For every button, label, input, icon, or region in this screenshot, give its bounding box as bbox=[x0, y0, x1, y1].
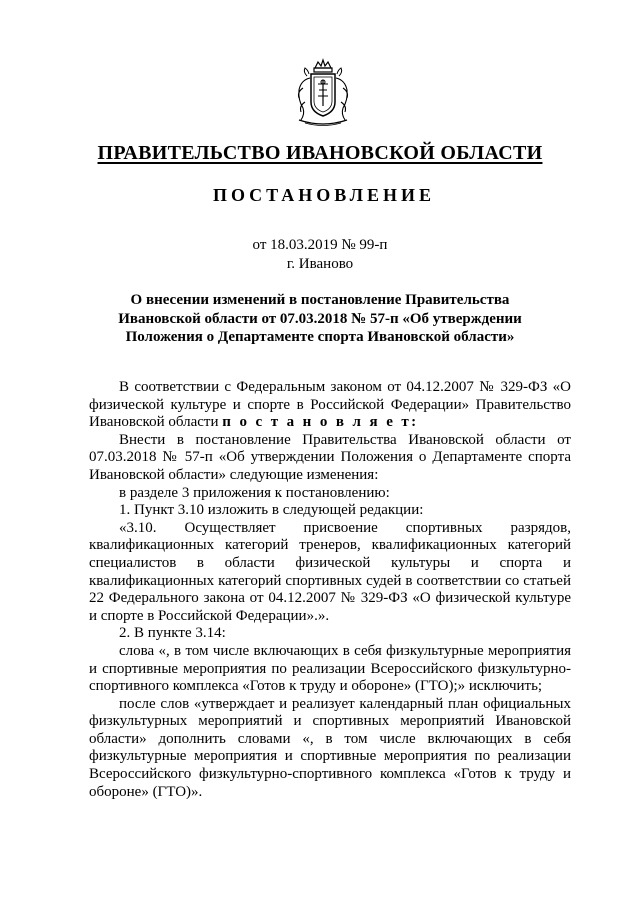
paragraph-7: слова «, в том числе включающих в себя физкультурные мероприятия и спортивные мероприятия по реализации Всероссийского физкультурно-спортивного комплекса «Готов к труду и обороне» (ГТО);» исключить; bbox=[89, 642, 571, 695]
document-subject: О внесении изменений в постановление Правительства Ивановской области от 07.03.2018 № 57-п «Об утверждении Положения о Департаменте спорта Ивановской области» bbox=[118, 292, 522, 345]
paragraph-8: после слов «утверждает и реализует календарный план официальных физкультурных мероприятий и спортивных мероприятий Ивановской области» дополнить словами «, в том числе включающих в себя физкультурные мероприятия и спортивные мероприятия по реализации Всероссийского физкультурно-спортивного комплекса «Готов к труду и обороне» (ГТО)». bbox=[89, 695, 571, 800]
paragraph-1-text: В соответствии с Федеральным законом от 04.12.2007 № 329-ФЗ «О физической культуре и спорте в Российской Федерации» Правительство Ивановской области bbox=[89, 379, 571, 431]
resolves-word: п о с т а н о в л я е т: bbox=[222, 414, 419, 431]
date-number: от 18.03.2019 № 99-п bbox=[252, 237, 388, 253]
paragraph-3: в разделе 3 приложения к постановлению: bbox=[119, 484, 390, 501]
document-type: ПОСТАНОВЛЕНИЕ bbox=[212, 185, 436, 205]
paragraph-5: «3.10. Осуществляет присвоение спортивных разрядов, квалификационных категорий тренеров, квалификационных категорий специалистов в области физической культуры и спорта и квалификационных категорий спортивных судей в соответствии со статьей 22 Федерального закона от 04.12.2007 № 329-ФЗ «О физической культуре и спорте в Российской Федерации».». bbox=[89, 519, 571, 624]
paragraph-4: 1. Пункт 3.10 изложить в следующей редакции: bbox=[119, 502, 424, 519]
paragraph-2: Внести в постановление Правительства Ивановской области от 07.03.2018 № 57-п «Об утверждении Положения о Департаменте спорта Ивановской области» следующие изменения: bbox=[89, 431, 571, 483]
paragraph-1 bbox=[89, 379, 571, 432]
coat-of-arms-emblem-icon bbox=[293, 58, 353, 128]
city: г. Иваново bbox=[286, 256, 354, 272]
government-title-text: ПРАВИТЕЛЬСТВО ИВАНОВСКОЙ ОБЛАСТИ bbox=[97, 142, 543, 164]
paragraph-6: 2. В пункте 3.14: bbox=[119, 625, 226, 642]
government-title bbox=[0, 141, 640, 165]
document-body bbox=[89, 379, 571, 801]
